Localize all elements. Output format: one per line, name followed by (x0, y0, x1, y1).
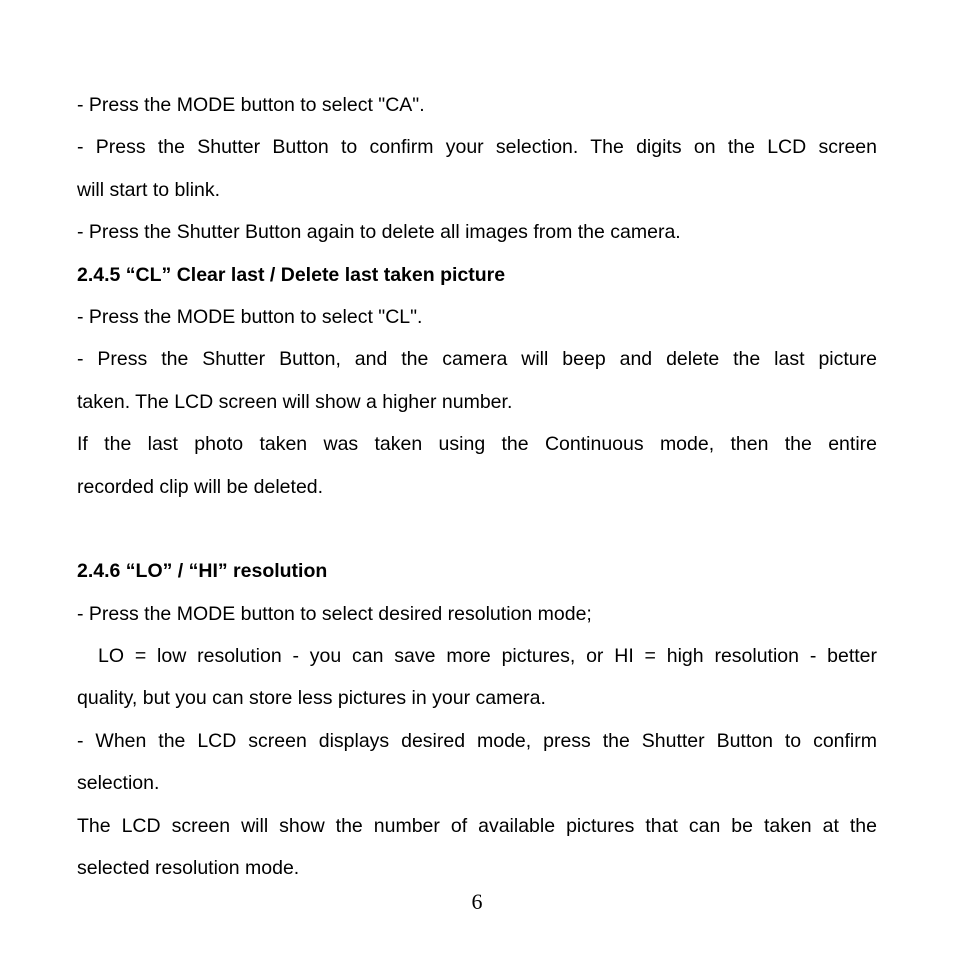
text-line: - Press the MODE button to select desired resolution mode; (77, 602, 592, 625)
text-line: - Press the Shutter Button again to delete all images from the camera. (77, 221, 681, 244)
blank-line (77, 508, 877, 550)
text-line: The LCD screen will show the number of available pictures that can be taken at the (77, 814, 877, 837)
text-line: selected resolution mode. (77, 857, 300, 880)
text-line: selection. (77, 772, 160, 795)
text-line: - Press the MODE button to select "CA". (77, 94, 425, 116)
text-line: - Press the Shutter Button to confirm your selection. The digits on the LCD screen (77, 136, 877, 159)
text-line: recorded clip will be deleted. (77, 475, 324, 498)
section-heading-resolution: 2.4.6 “LO” / “HI” resolution (77, 560, 328, 583)
text-line: - Press the Shutter Button, and the camera will beep and delete the last picture (77, 348, 877, 371)
manual-page (77, 84, 877, 889)
text-line: quality, but you can store less pictures in your camera. (77, 687, 546, 710)
text-line: If the last photo taken was taken using the Continuous mode, then the entire (77, 433, 877, 456)
text-line: - Press the MODE button to select "CL". (77, 305, 423, 328)
text-line: will start to blink. (77, 178, 221, 201)
text-line: LO = low resolution - you can save more pictures, or HI = high resolution - better (98, 645, 877, 668)
page-number: 6 (471, 889, 483, 914)
text-line: taken. The LCD screen will show a higher number. (77, 390, 513, 413)
section-heading-clear-last: 2.4.5 “CL” Clear last / Delete last taken picture (77, 263, 506, 286)
text-line: - When the LCD screen displays desired mode, press the Shutter Button to confirm (77, 729, 877, 752)
